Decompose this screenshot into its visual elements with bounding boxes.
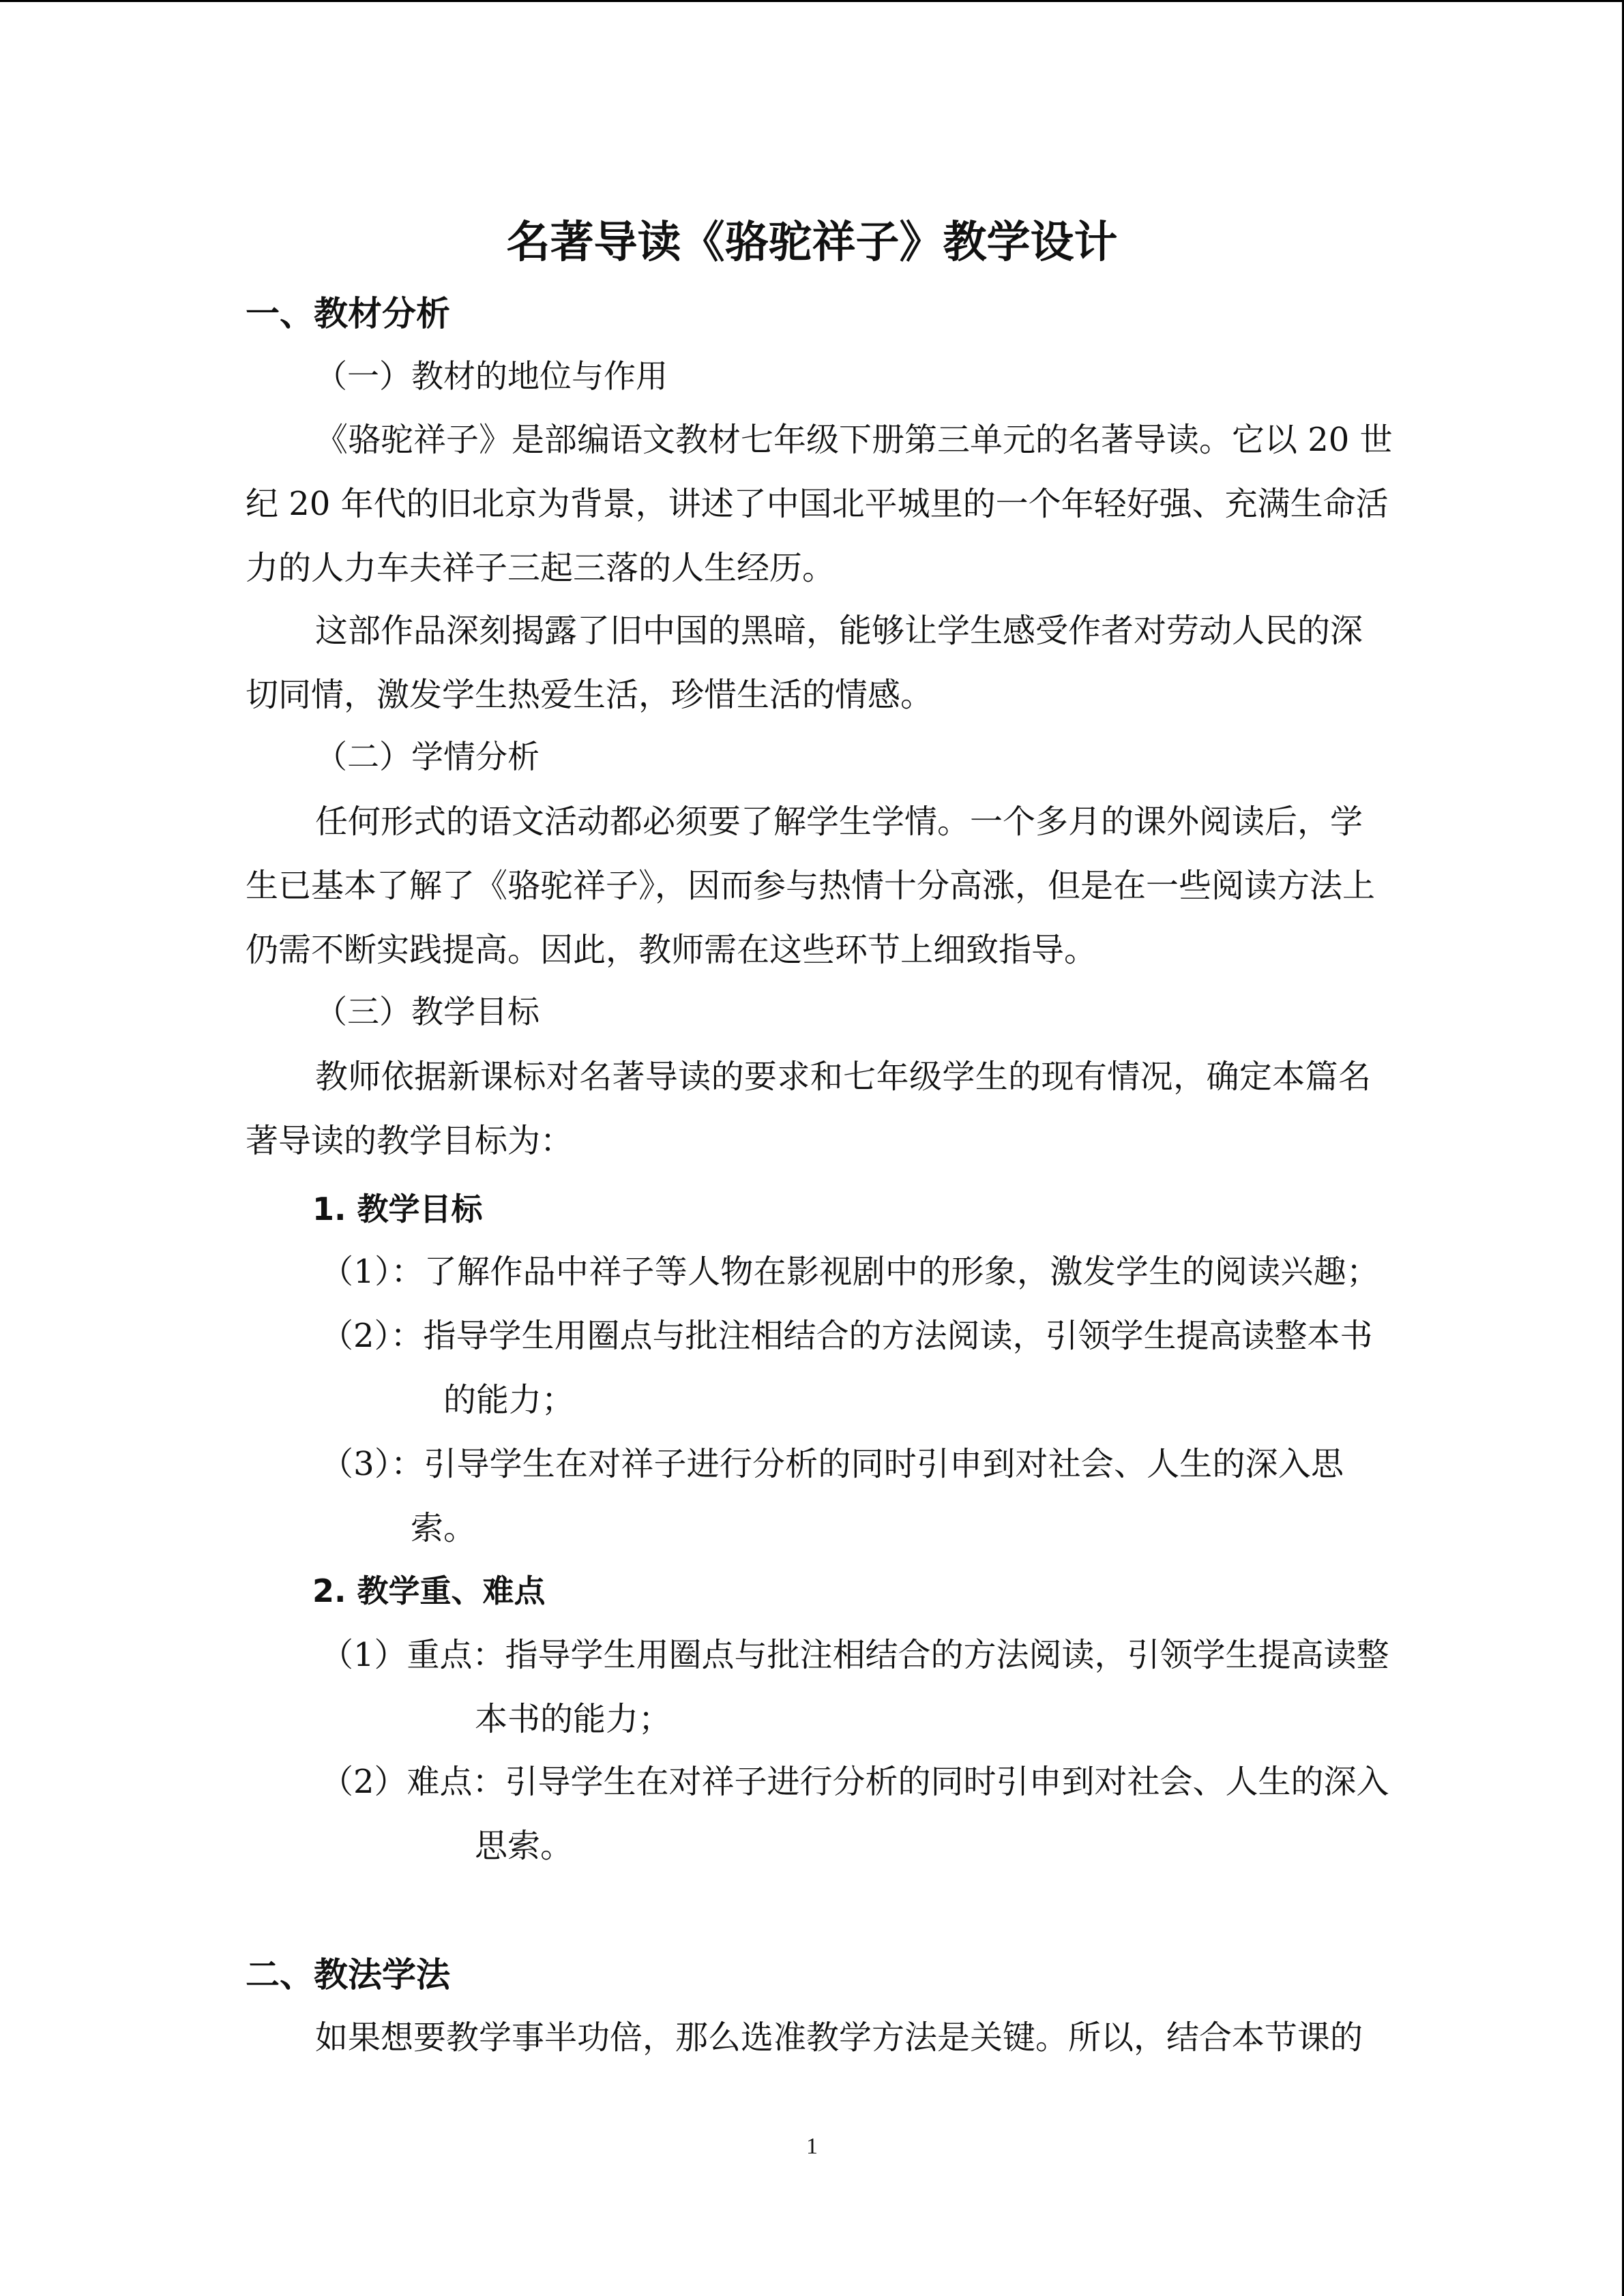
paragraph-line: 教师依据新课标对名著导读的要求和七年级学生的现有情况，确定本篇名	[315, 1058, 1371, 1096]
paragraph-line: 仍需不断实践提高。因此，教师需在这些环节上细致指导。	[246, 931, 1097, 969]
key-points-heading: 2. 教学重、难点	[312, 1572, 546, 1609]
subsection-heading-teaching-objectives: （三）教学目标	[315, 994, 540, 1031]
goal-item: （2）：指导学生用圈点与批注相结合的方法阅读，引领学生提高读整本书	[321, 1317, 1373, 1355]
page-number: 1	[806, 2134, 818, 2159]
paragraph-line: 《骆驼祥子》是部编语文教材七年级下册第三单元的名著导读。它以 20 世	[315, 421, 1393, 459]
key-point-continuation: 思索。	[475, 1827, 574, 1865]
paragraph-line: 生已基本了解了《骆驼祥子》，因而参与热情十分高涨，但是在一些阅读方法上	[246, 867, 1376, 905]
paragraph-line: 如果想要教学事半功倍，那么选准教学方法是关键。所以，结合本节课的	[315, 2018, 1363, 2057]
paragraph-line: 纪 20 年代的旧北京为背景，讲述了中国北平城里的一个年轻好强、充满生命活	[246, 485, 1389, 523]
paragraph-line: 力的人力车夫祥子三起三落的人生经历。	[246, 549, 836, 587]
section-heading-teaching-methods: 二、教法学法	[246, 1955, 450, 1995]
goal-item: （1）：了解作品中祥子等人物在影视剧中的形象，激发学生的阅读兴趣；	[321, 1253, 1379, 1291]
goal-item: （3）：引导学生在对祥子进行分析的同时引申到对社会、人生的深入思	[321, 1445, 1344, 1483]
key-point-continuation: 本书的能力；	[475, 1700, 672, 1738]
goals-heading: 1. 教学目标	[312, 1191, 483, 1227]
goal-item-continuation: 的能力；	[443, 1381, 575, 1419]
key-point-item: （2）难点：引导学生在对祥子进行分析的同时引申到对社会、人生的深入	[321, 1763, 1389, 1801]
paragraph-line: 这部作品深刻揭露了旧中国的黑暗，能够让学生感受作者对劳动人民的深	[315, 612, 1363, 650]
paragraph-line: 著导读的教学目标为：	[246, 1122, 574, 1160]
paragraph-line: 切同情，激发学生热爱生活，珍惜生活的情感。	[246, 676, 934, 714]
goal-item-continuation: 索。	[411, 1509, 477, 1547]
paragraph-line: 任何形式的语文活动都必须要了解学生学情。一个多月的课外阅读后，学	[315, 803, 1363, 841]
page-title: 名著导读《骆驼祥子》教学设计	[506, 218, 1118, 268]
page-border-top	[0, 0, 1624, 2]
key-point-item: （1）重点：指导学生用圈点与批注相结合的方法阅读，引领学生提高读整	[321, 1636, 1389, 1674]
subsection-heading-student-analysis: （二）学情分析	[315, 739, 540, 776]
subsection-heading-status-role: （一）教材的地位与作用	[315, 358, 668, 396]
section-heading-textbook-analysis: 一、教材分析	[246, 294, 450, 333]
